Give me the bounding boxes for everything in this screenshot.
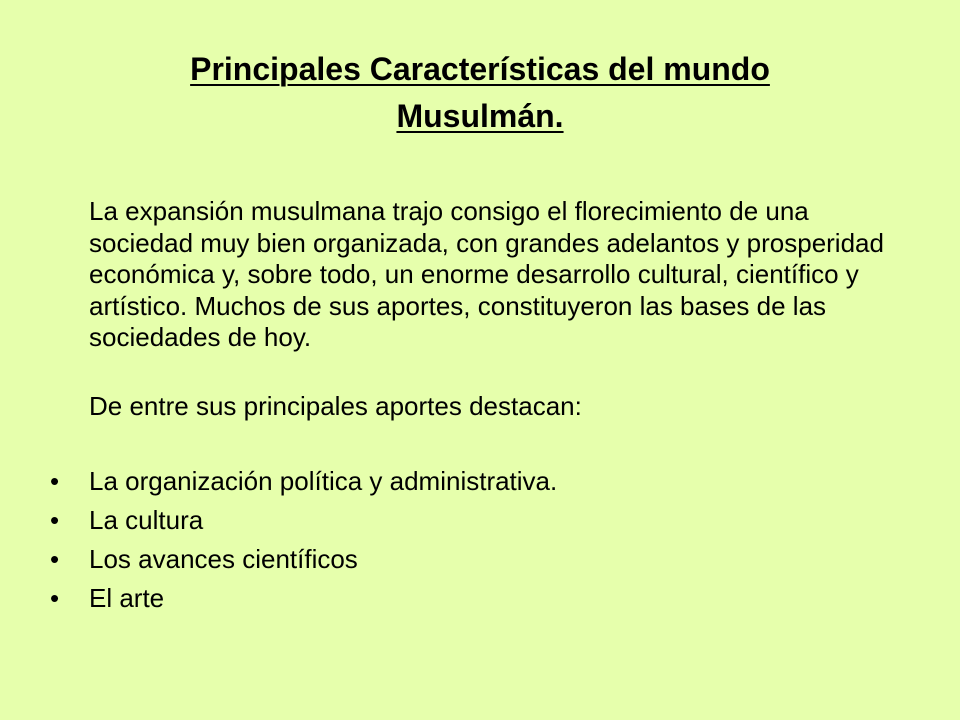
bullet-item	[50, 501, 870, 540]
bullet-icon: •	[50, 544, 60, 574]
bullet-item-text: La cultura	[89, 505, 204, 535]
bullet-item-text: El arte	[89, 583, 165, 613]
bullet-icon: •	[50, 505, 60, 535]
bullet-list	[50, 462, 870, 618]
slide-title-line-1: Principales Características del mundo	[190, 51, 770, 87]
bullet-item-text: Los avances científicos	[89, 544, 358, 574]
bullet-item-text: La organización política y administrativa.	[89, 466, 558, 496]
bullet-icon: •	[50, 466, 60, 496]
bullet-icon: •	[50, 583, 60, 613]
lead-text: De entre sus principales aportes destacan:	[89, 391, 582, 421]
slide-title	[100, 46, 860, 140]
bullet-item	[50, 579, 870, 618]
bullet-item	[50, 540, 870, 579]
bullet-item	[50, 462, 870, 501]
intro-paragraph-text: La expansión musulmana trajo consigo el florecimiento de una sociedad muy bien organizada, con grandes adelantos y prosperidad económica y, sobre todo, un enorme desarrollo cultural, científico y artístico. Muchos de sus aportes, constituyeron las bases de las sociedades de hoy.	[89, 196, 884, 352]
intro-paragraph	[89, 196, 889, 354]
slide-title-line-2: Musulmán.	[396, 98, 564, 134]
